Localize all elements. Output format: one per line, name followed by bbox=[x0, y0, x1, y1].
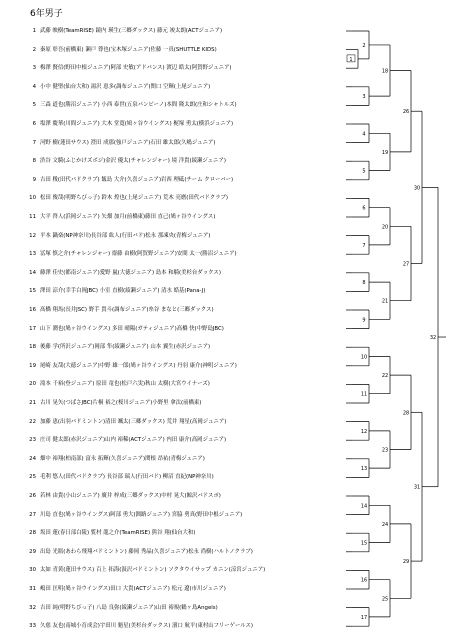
entry-seed: 3 bbox=[32, 65, 36, 72]
entry-pair: 梅澤 賢信(野田中根ジュニア)阿部 史敏(アドバンス) 渡辺 皓太(阿賀野ジュニア) bbox=[40, 65, 232, 72]
entry-seed: 26 bbox=[29, 493, 36, 499]
entry-pair: 加藤 恵(出羽バドミントン)清田 颯太(三郷ダックス) 荒井 翔星(高岡ジュニア) bbox=[40, 418, 227, 425]
entry-seed: 12 bbox=[29, 232, 36, 239]
entry-seed: 21 bbox=[29, 400, 36, 406]
match-number bbox=[382, 448, 388, 454]
entry-pair: 渋谷 文騎(ふじかけズボジ)金沢 優太(チャレンジャー) 境 洋貴(綾瀬ジュニア) bbox=[40, 158, 226, 165]
entry-seed: 33 bbox=[29, 623, 36, 630]
entry-pair: 小中 健聖(仙台大和) 湯沢 恵多(調布ジュニア)関口 空輝(上尾ジュニア) bbox=[40, 83, 211, 90]
entry-pair: 冨塚 慎之介(チャレンジャー) 齋藤 由樹(阿賀野ジュニア)安間 太一(勝沼ジュニア) bbox=[40, 251, 237, 258]
entry-pair: 松田 俊哉(明野ちびっ子) 鈴木 煌也(上尾ジュニア) 荒木 亮磨(田代バドクラブ) bbox=[40, 195, 228, 202]
svg-text:16: 16 bbox=[360, 577, 368, 584]
match-number bbox=[430, 335, 436, 341]
entry-pair: 河野 樹(蓮田サウス) 澄田 成那(強戸ジュニア)石田 雄太郎(久嶋ジュニア) bbox=[40, 139, 216, 146]
match-number bbox=[361, 466, 367, 472]
entry-seed: 20 bbox=[29, 381, 36, 388]
svg-text:26: 26 bbox=[402, 109, 410, 116]
entry-seed: 24 bbox=[29, 455, 36, 462]
entry-pair: 武藤 映樹(TeamRISE) 鏡内 瑛生(三郷ダックス) 藤元 竣太朗(ACTジュニア) bbox=[40, 28, 223, 34]
svg-text:12: 12 bbox=[360, 428, 368, 435]
match-number bbox=[361, 429, 367, 435]
entry-pair: 川島 直也(鳩ヶ谷ウイングス)阿部 勇大(釧路ジュニア) 宮脇 勇真(野田中根ジュニア) bbox=[40, 511, 243, 518]
match-number bbox=[362, 169, 365, 175]
entry-pair: 平本 鍋楽(NP神奈川)長谷部 紘人(行田バド)松永 那凍央(青梅ジュニア) bbox=[40, 232, 211, 239]
entry-pair: 藤澤 佳史(都南ジュニア)愛野 嵐(大徳ジュニア) 島本 和騎(美杉台ダックス) bbox=[40, 269, 221, 276]
entry-pair: 三森 道也(勝沼ジュニア) 小西 泰世(五泉バンビーノ)本間 隆太朗(庄和シャトルズ) bbox=[40, 102, 237, 109]
match-number bbox=[362, 94, 365, 100]
match-number bbox=[362, 206, 365, 212]
match-number bbox=[382, 596, 388, 602]
svg-text:28: 28 bbox=[402, 410, 410, 417]
match-number bbox=[361, 503, 367, 509]
entry-pair: 塩澤 慶華(川間ジュニア) 大木 堂寛(鳩ヶ谷ウイングス) 梶塚 勇太(横浜ジュニア) bbox=[40, 121, 234, 127]
match-number bbox=[382, 522, 388, 528]
svg-text:10: 10 bbox=[360, 354, 368, 361]
svg-text:18: 18 bbox=[381, 68, 389, 75]
svg-text:14: 14 bbox=[360, 503, 368, 510]
entry-seed: 15 bbox=[29, 288, 36, 295]
entry-seed: 1 bbox=[32, 28, 36, 34]
svg-text:31: 31 bbox=[413, 484, 421, 491]
match-number bbox=[361, 578, 367, 584]
entry-seed: 25 bbox=[29, 474, 36, 481]
svg-text:29: 29 bbox=[402, 559, 410, 566]
entry-pair: 坂田 蓮(春日部白陵) 覧村 龍之介(TeamRISE) 熊谷 翔(仙台大和) bbox=[40, 530, 196, 537]
entry-pair: 嶋田 匡明(鳩ヶ谷ウイングス)田口 大貴(ACTジュニア) 松元 遼(市川ジュニア) bbox=[40, 586, 226, 592]
entry-pair: 久慈 友也(南城小育成会)宇田川 魁星(美杉台ダックス) 濱口 航平(東村山フリーゲールス) bbox=[40, 623, 253, 630]
svg-text:7: 7 bbox=[362, 242, 366, 249]
svg-text:15: 15 bbox=[360, 540, 368, 547]
svg-text:1: 1 bbox=[349, 56, 353, 63]
svg-text:9: 9 bbox=[362, 317, 366, 324]
entry-seed: 23 bbox=[29, 437, 36, 444]
entry-pair: 畑中 裕翔(柏南部) 富永 拓輝(久喜ジュニア)関根 昂祐(青梅ジュニア) bbox=[40, 455, 205, 462]
entry-seed: 22 bbox=[29, 418, 36, 425]
match-number bbox=[382, 69, 388, 75]
match-number bbox=[361, 355, 367, 361]
entry-pair: 毛利 悠人(田代バドクラブ) 長谷部 瑞人(行田バド) 柳沼 直紀(NP神奈川) bbox=[40, 474, 214, 481]
match-number bbox=[414, 185, 420, 191]
entry-seed: 6 bbox=[32, 121, 36, 127]
svg-text:11: 11 bbox=[360, 391, 368, 398]
entry-seed: 14 bbox=[29, 269, 36, 276]
match-number bbox=[403, 559, 409, 565]
entry-seed: 17 bbox=[29, 325, 36, 332]
entry-seed: 8 bbox=[32, 158, 36, 165]
svg-text:13: 13 bbox=[360, 466, 368, 473]
entry-seed: 28 bbox=[29, 530, 36, 537]
entry-pair: 澤田 涼介(幸手白岡JBC) 小室 直樹(綾瀬ジュニア) 清水 皓基(Pana-J) bbox=[40, 288, 206, 295]
entry-pair: 太如 青黄(蓮田サウス) 百上 拓海(汲沢バドミントン) ソクタウイサップ カニン(涼宮ジュニア) bbox=[40, 567, 266, 574]
entry-pair: 吉田 稜(田代バドクラブ) 飯島 大介(久喜ジュニア)岩西 理砥(チーム クローバー) bbox=[40, 176, 234, 183]
svg-text:4: 4 bbox=[362, 131, 366, 138]
match-number bbox=[382, 299, 388, 305]
entry-pair: 秦原 彰吾(前橋東) 瀬戸 尊也(宝木塚ジュニア)佐藤 一真(SHUTTLE KIDS) bbox=[40, 46, 217, 53]
entry-seed: 27 bbox=[29, 511, 36, 518]
entry-seed: 5 bbox=[32, 102, 36, 109]
page-title: 6年男子 bbox=[30, 9, 63, 19]
svg-text:3: 3 bbox=[362, 94, 366, 101]
entry-seed: 19 bbox=[29, 362, 36, 369]
entry-pair: 若林 由貴(小山ジュニア) 廣井 梓成(三郷ダックス)中村 晃大(鯨沢バドスポ) bbox=[40, 493, 221, 499]
match-number bbox=[362, 131, 365, 137]
match-number bbox=[403, 410, 409, 416]
entry-seed: 11 bbox=[29, 214, 36, 220]
entry-seed: 31 bbox=[29, 586, 36, 592]
match-number bbox=[361, 541, 367, 547]
svg-text:22: 22 bbox=[381, 373, 389, 380]
svg-text:24: 24 bbox=[381, 521, 389, 528]
entry-pair: 滝本 千裕(登ジュニア) 原田 竜也(松戸六実)秋山 太樹(大宮ウイナーズ) bbox=[40, 381, 210, 388]
svg-text:20: 20 bbox=[381, 224, 389, 231]
entry-pair: 出島 光瓶(あわら飛翔バドミントン) 藤岡 秀晶(久喜ジュニア)松永 尚樹(ハルトノクラブ) bbox=[40, 548, 253, 555]
entry-seed: 7 bbox=[32, 139, 36, 146]
entry-seed: 10 bbox=[29, 195, 36, 202]
svg-text:30: 30 bbox=[413, 185, 421, 192]
match-number bbox=[414, 485, 420, 491]
entry-pair: 髙橋 翔馬(長井JSC) 野手 貴斗(調布ジュニア)糸谷 まなと(三郷ダックス) bbox=[40, 307, 214, 313]
match-number bbox=[362, 243, 365, 249]
svg-text:21: 21 bbox=[381, 298, 389, 305]
match-number bbox=[362, 43, 365, 49]
entry-seed: 29 bbox=[29, 548, 36, 555]
match-number bbox=[382, 224, 388, 230]
entry-seed: 30 bbox=[29, 567, 36, 574]
entry-pair: 大平 啓人(浜岡ジュニア) 矢畑 加月(前橋東)藤田 直己(鳩ヶ谷ウイングス) bbox=[40, 214, 216, 220]
svg-text:23: 23 bbox=[381, 447, 389, 454]
match-number bbox=[403, 262, 409, 268]
match-number bbox=[362, 317, 365, 323]
match-number bbox=[382, 373, 388, 379]
entry-pair: 庄司 健太郎(赤沢ジュニア)山内 裕稀(ACTジュニア) 内田 康介(高岡ジュニア) bbox=[40, 437, 227, 444]
entry-seed: 18 bbox=[29, 344, 36, 351]
match-number bbox=[361, 615, 367, 621]
entry-pair: 吉田 純(明野ちびっ子) 八島 良弥(綾瀬ジュニア)山田 裕規(鶴ヶ島Angels) bbox=[40, 604, 218, 611]
entry-pair: 古川 晃矢(つばさJBC)片桐 裕之(桜川ジュニア)小野里 拿汰(前橋東) bbox=[40, 400, 202, 406]
svg-text:6: 6 bbox=[362, 205, 366, 212]
match-number bbox=[347, 55, 355, 63]
svg-text:32: 32 bbox=[429, 335, 437, 342]
entry-seed: 13 bbox=[29, 251, 36, 258]
entry-seed: 2 bbox=[32, 46, 36, 53]
match-number bbox=[382, 150, 388, 156]
match-number bbox=[361, 392, 367, 398]
svg-text:19: 19 bbox=[381, 149, 389, 156]
entry-seed: 9 bbox=[32, 176, 36, 183]
svg-text:17: 17 bbox=[360, 614, 368, 621]
entry-pair: 山下 潤也(鳩ヶ谷ウイングス) 多田 晴陽(ガティジュニア)高橋 快(中野島JBC) bbox=[40, 325, 224, 332]
entry-pair: 尾崎 友哉(大徳ジュニア)中野 雄一郎(鳩ヶ谷ウイングス) 丹羽 康介(神明ジュニア) bbox=[40, 362, 237, 369]
entry-pair: 後藤 学(所沢ジュニア)岡部 隼(綾瀬ジュニア) 山本 翼生(赤沢ジュニア) bbox=[40, 344, 211, 351]
svg-text:25: 25 bbox=[381, 596, 389, 603]
svg-text:2: 2 bbox=[362, 42, 366, 49]
entry-seed: 16 bbox=[29, 307, 36, 313]
svg-text:8: 8 bbox=[362, 280, 366, 287]
svg-text:5: 5 bbox=[362, 168, 366, 175]
match-number bbox=[403, 109, 409, 115]
match-number bbox=[362, 280, 365, 286]
entry-seed: 32 bbox=[29, 604, 36, 611]
svg-text:27: 27 bbox=[402, 261, 410, 268]
entry-seed: 4 bbox=[32, 83, 36, 90]
